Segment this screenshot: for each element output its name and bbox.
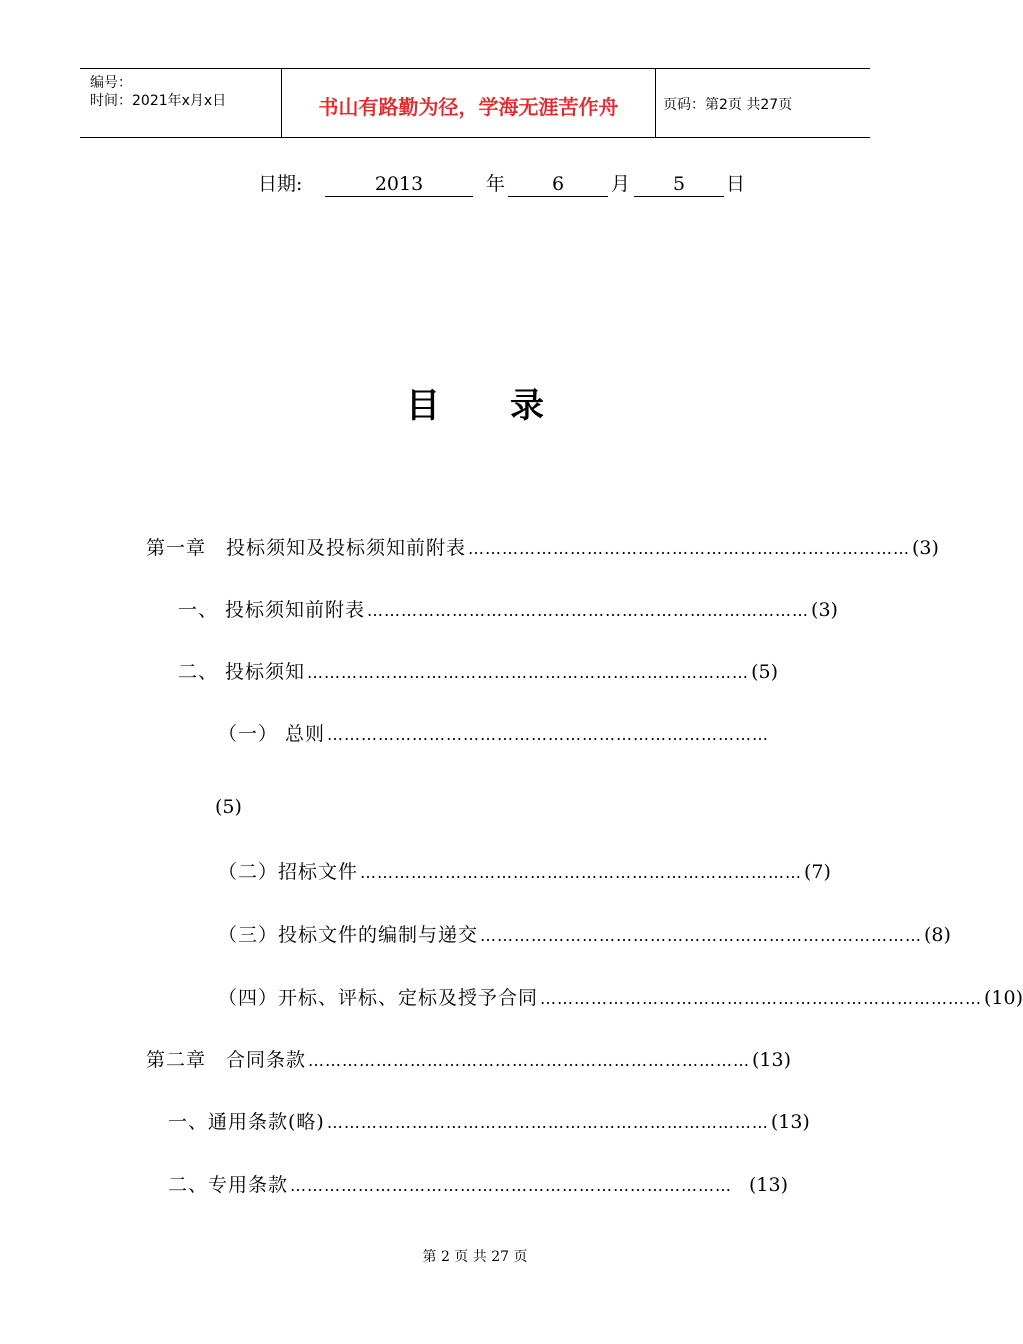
toc-entry[interactable] bbox=[218, 720, 778, 748]
header-page-info: 页码：第2页 共27页 bbox=[663, 97, 793, 113]
toc-entry-page: (13) bbox=[748, 1174, 788, 1196]
document-number-label: 编号： bbox=[90, 75, 132, 91]
toc-entry[interactable] bbox=[218, 921, 951, 949]
toc-entry[interactable] bbox=[178, 596, 838, 624]
toc-entry-label: 第一章 投标须知及投标须知前附表 bbox=[146, 537, 467, 559]
document-time-label: 时间：2021年x月x日 bbox=[90, 93, 227, 109]
toc-entry-page: (10) bbox=[984, 987, 1023, 1009]
toc-leader-dots: …………………………………………………………………… bbox=[307, 663, 750, 682]
header-motto-cell bbox=[281, 69, 656, 137]
toc-leader-dots: …………………………………………………………………… bbox=[326, 1113, 769, 1132]
document-header bbox=[80, 68, 870, 138]
toc-leader-dots: …………………………………………………………………… bbox=[360, 863, 803, 882]
toc-entry[interactable] bbox=[178, 658, 778, 686]
toc-entry[interactable] bbox=[218, 858, 831, 886]
toc-entry-page-wrapped[interactable]: (5) bbox=[215, 796, 242, 818]
toc-title: 目录 bbox=[406, 386, 614, 426]
toc-entry-page: (5) bbox=[751, 661, 778, 683]
date-day-field: 5 bbox=[634, 172, 724, 197]
toc-leader-dots: …………………………………………………………………… bbox=[540, 989, 983, 1008]
toc-entry-label: （一） 总则 bbox=[218, 723, 326, 745]
toc-entry-label: 二、 投标须知 bbox=[178, 661, 306, 683]
toc-entry-label: （四）开标、评标、定标及授予合同 bbox=[218, 987, 539, 1009]
toc-leader-dots: …………………………………………………………………… bbox=[308, 1051, 751, 1070]
toc-entry[interactable] bbox=[146, 534, 939, 562]
date-label: 日期: bbox=[258, 173, 303, 195]
toc-entry[interactable] bbox=[168, 1108, 810, 1136]
header-page-cell bbox=[655, 69, 870, 137]
toc-entry-label: （二）招标文件 bbox=[218, 861, 359, 883]
toc-entry-label: 二、专用条款 bbox=[168, 1174, 289, 1196]
toc-entry-label: 一、 投标须知前附表 bbox=[178, 599, 366, 621]
date-month-unit: 月 bbox=[611, 173, 631, 195]
toc-leader-dots: …………………………………………………………………… bbox=[468, 539, 911, 558]
toc-entry-label: 一、通用条款(略) bbox=[168, 1111, 325, 1133]
toc-leader-dots: …………………………………………………………………… bbox=[367, 601, 810, 620]
toc-leader-dots: …………………………………………………………………… bbox=[290, 1176, 733, 1195]
toc-entry[interactable] bbox=[218, 984, 1023, 1012]
date-month-field: 6 bbox=[508, 172, 608, 197]
toc-leader-dots: …………………………………………………………………… bbox=[327, 725, 770, 744]
toc-entry-page: (13) bbox=[752, 1049, 792, 1071]
toc-entry-label: 第二章 合同条款 bbox=[146, 1049, 307, 1071]
toc-leader-dots: …………………………………………………………………… bbox=[480, 926, 923, 945]
toc-entry-page: (3) bbox=[811, 599, 838, 621]
date-year-unit: 年 bbox=[486, 173, 506, 195]
header-motto: 书山有路勤为径，学海无涯苦作舟 bbox=[318, 95, 619, 119]
toc-entry[interactable] bbox=[168, 1171, 788, 1199]
toc-entry[interactable] bbox=[146, 1046, 792, 1074]
header-left-cell bbox=[80, 69, 281, 137]
toc-entry-page: (3) bbox=[912, 537, 939, 559]
date-year-field: 2013 bbox=[325, 172, 473, 197]
toc-entry-label: （三）投标文件的编制与递交 bbox=[218, 924, 479, 946]
toc-entry-page: (13) bbox=[770, 1111, 810, 1133]
date-day-unit: 日 bbox=[726, 173, 746, 195]
toc-entry-page: (8) bbox=[924, 924, 951, 946]
page-footer: 第 2 页 共 27 页 bbox=[422, 1249, 528, 1265]
toc-entry-page: (7) bbox=[804, 861, 831, 883]
